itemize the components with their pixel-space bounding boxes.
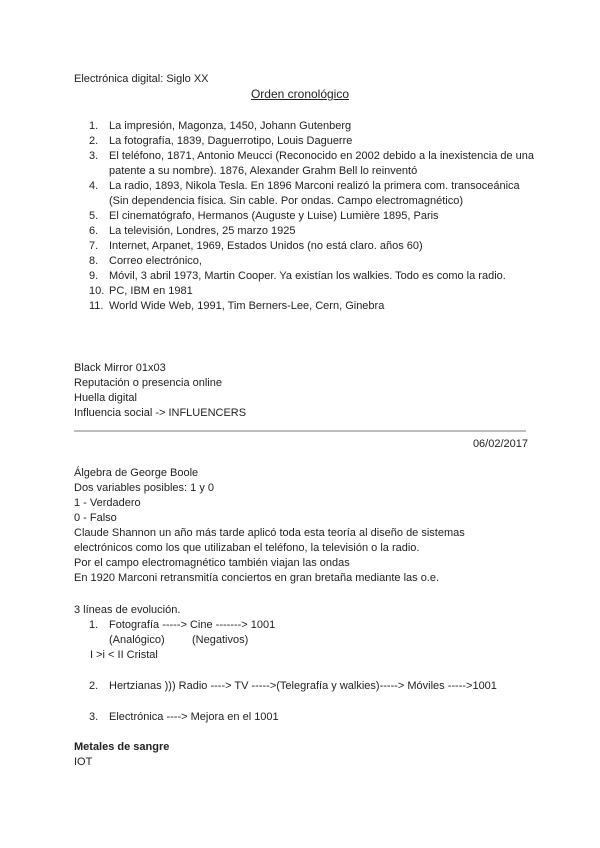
list-item xyxy=(89,149,539,179)
note-line: Influencia social -> INFLUENCERS xyxy=(74,407,247,419)
note-line: Por el campo electromagnético también viajan las ondas xyxy=(74,557,350,569)
evolution-intro: 3 líneas de evolución. xyxy=(74,604,181,616)
list-item-number: 7. xyxy=(89,240,99,252)
list-item-text: World Wide Web, 1991, Tim Berners-Lee, Cern, Ginebra xyxy=(109,300,385,312)
list-item xyxy=(89,269,539,284)
list-item xyxy=(89,134,539,149)
list-item-text: Móvil, 3 abril 1973, Martin Cooper. Ya existían los walkies. Todo es como la radio. xyxy=(109,270,506,282)
list-item-text: Internet, Arpanet, 1969, Estados Unidos (no está claro. años 60) xyxy=(109,240,423,252)
note-line: Black Mirror 01x03 xyxy=(74,362,166,374)
list-item-number: 11. xyxy=(89,300,104,312)
evolution-extra: I >i < II Cristal xyxy=(90,649,158,661)
list-item-text: El cinematógrafo, Hermanos (Auguste y Luise) Lumière 1895, Paris xyxy=(109,210,439,222)
note-line: IOT xyxy=(74,756,93,768)
note-line: 1 - Verdadero xyxy=(74,497,141,509)
list-item-text: El teléfono, 1871, Antonio Meucci (Reconocido en 2002 debido a la inexistencia de una patente a su nombre). 1876, Alexander Grahm Bell lo reinventó xyxy=(109,150,535,177)
note-line: 0 - Falso xyxy=(74,512,117,524)
list-item xyxy=(89,299,539,314)
list-item xyxy=(89,119,539,134)
list-item xyxy=(89,224,539,239)
evolution-item-text: Hertzianas ))) Radio ----> TV ----->(Telegrafía y walkies)-----> Móviles ----->1001 xyxy=(109,680,497,692)
list-item-text: La radio, 1893, Nikola Tesla. En 1896 Marconi realizó la primera com. transoceánica (Sin dependencia física. Sin cable. Por ondas. Campo electromagnético) xyxy=(109,180,520,207)
list-item-number: 6. xyxy=(89,225,99,237)
date-label: 06/02/2017 xyxy=(472,438,528,450)
list-item xyxy=(89,209,539,224)
page-title: Orden cronológico xyxy=(250,87,350,101)
note-line: En 1920 Marconi retransmitía conciertos en gran bretaña mediante las o.e. xyxy=(74,572,440,584)
list-item xyxy=(89,254,539,269)
list-item-number: 1. xyxy=(89,120,99,132)
note-line: Claude Shannon un año más tarde aplicó toda esta teoría al diseño de sistemas xyxy=(74,527,465,539)
evolution-sub-label: (Analógico) xyxy=(109,634,165,646)
evolution-item-number: 3. xyxy=(89,711,99,723)
list-item xyxy=(89,239,539,254)
list-item-number: 10. xyxy=(89,285,105,297)
list-item xyxy=(89,284,539,299)
evolution-sub-label: (Negativos) xyxy=(192,634,249,646)
note-line: Huella digital xyxy=(74,392,137,404)
list-item-text: La impresión, Magonza, 1450, Johann Gutenberg xyxy=(109,120,352,132)
list-item-number: 9. xyxy=(89,270,99,282)
note-line: Dos variables posibles: 1 y 0 xyxy=(74,482,215,494)
document-header: Electrónica digital: Siglo XX xyxy=(74,73,209,85)
section-heading: Metales de sangre xyxy=(74,741,170,753)
list-item-number: 2. xyxy=(89,135,99,147)
evolution-item-number: 1. xyxy=(89,619,99,631)
list-item-number: 8. xyxy=(89,255,99,267)
list-item-number: 4. xyxy=(89,180,99,192)
list-item-text: La fotografía, 1839, Daguerrotipo, Louis Daguerre xyxy=(109,135,353,147)
list-item-text: Correo electrónico, xyxy=(109,255,202,267)
list-item-number: 3. xyxy=(89,150,99,162)
note-line: Álgebra de George Boole xyxy=(74,467,199,479)
evolution-item-text: Fotografía -----> Cine -------> 1001 xyxy=(109,619,276,631)
timeline-list xyxy=(89,119,539,314)
horizontal-divider xyxy=(74,430,526,432)
list-item xyxy=(89,179,539,209)
list-item-text: La televisión, Londres, 25 marzo 1925 xyxy=(109,225,296,237)
note-line: Reputación o presencia online xyxy=(74,377,222,389)
evolution-item-number: 2. xyxy=(89,680,99,692)
list-item-number: 5. xyxy=(89,210,99,222)
note-line: electrónicos como los que utilizaban el teléfono, la televisión o la radio. xyxy=(74,542,420,554)
list-item-text: PC, IBM en 1981 xyxy=(109,285,193,297)
evolution-item-text: Electrónica ----> Mejora en el 1001 xyxy=(109,711,279,723)
